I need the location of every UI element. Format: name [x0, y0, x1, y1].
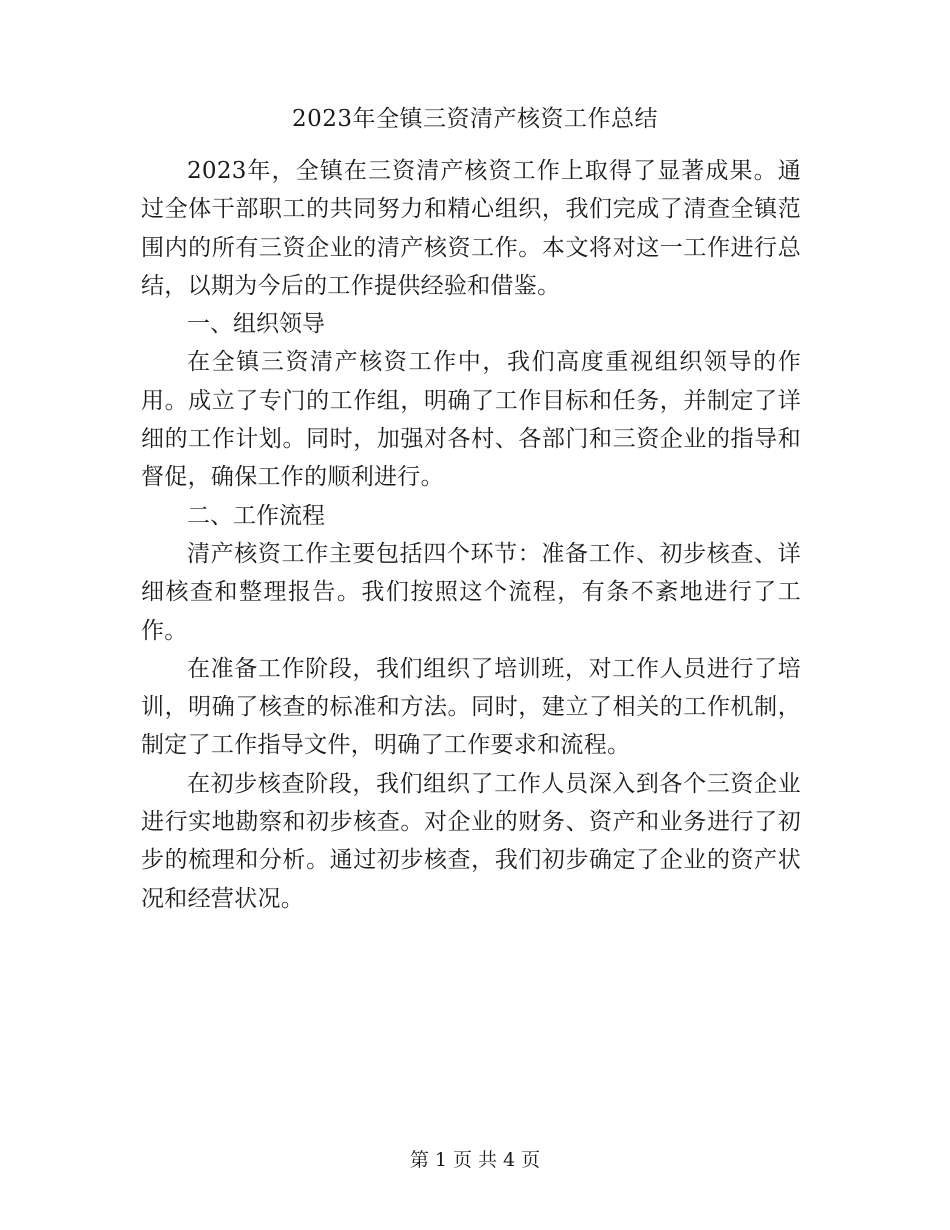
preparation-paragraph: 在准备工作阶段，我们组织了培训班，对工作人员进行了培训，明确了核查的标准和方法。同时，建立了相关的工作机制，制定了工作指导文件，明确了工作要求和流程。	[141, 655, 801, 759]
initial-check-paragraph: 在初步核查阶段，我们组织了工作人员深入到各个三资企业进行实地勘察和初步核查。对企业的财务、资产和业务进行了初步的梳理和分析。通过初步核查，我们初步确定了企业的资产状况和经营状况。	[141, 770, 801, 912]
page-number-footer: 第 1 页 共 4 页	[409, 1149, 541, 1171]
organization-paragraph: 在全镇三资清产核资工作中，我们高度重视组织领导的作用。成立了专门的工作组，明确了工作目标和任务，并制定了详细的工作计划。同时，加强对各村、各部门和三资企业的指导和督促，确保工作的顺利进行。	[141, 349, 801, 491]
workflow-paragraph: 清产核资工作主要包括四个环节：准备工作、初步核查、详细核查和整理报告。我们按照这个流程，有条不紊地进行了工作。	[141, 540, 801, 644]
section-heading-workflow: 二、工作流程	[187, 502, 325, 529]
section-heading-organization: 一、组织领导	[187, 311, 325, 338]
document-body	[141, 152, 801, 918]
document-title: 2023年全镇三资清产核资工作总结	[291, 106, 659, 132]
intro-paragraph: 2023年，全镇在三资清产核资工作上取得了显著成果。通过全体干部职工的共同努力和精心组织，我们完成了清查全镇范围内的所有三资企业的清产核资工作。本文将对这一工作进行总结，以期为今后的工作提供经验和借鉴。	[141, 158, 801, 299]
